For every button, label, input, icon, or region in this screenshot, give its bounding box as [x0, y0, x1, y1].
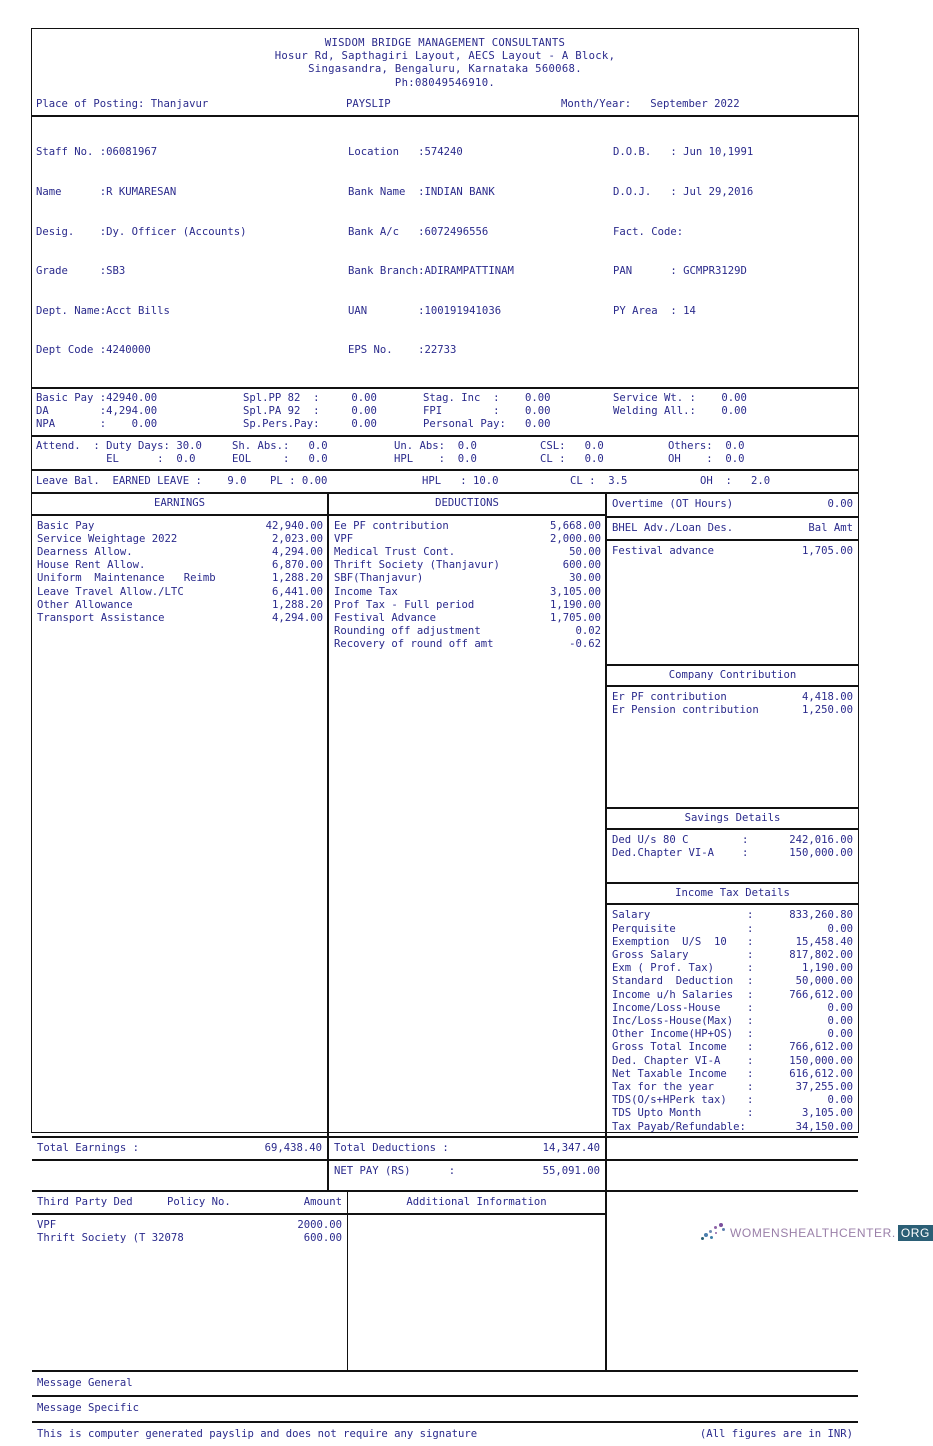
earnings-item-amount: 1,288.20: [271, 598, 323, 611]
income-tax-amount: 15,458.40: [795, 935, 853, 948]
income-tax-amount: 1,190.00: [801, 962, 853, 975]
third-party-item: [37, 1232, 342, 1245]
earnings-item-amount: 4,294.00: [271, 611, 323, 624]
income-tax-amount: 0.00: [827, 1014, 853, 1027]
message-general: Message General: [37, 1377, 133, 1390]
pay-row: [36, 418, 854, 431]
savings-item-label: Ded.Chapter VI-A: [612, 847, 715, 860]
footer-currency-note: (All figures are in INR): [699, 1427, 853, 1440]
income-tax-item: [612, 1028, 853, 1041]
deductions-item-label: Ee PF contribution: [334, 519, 449, 532]
personal-pay-cell: Personal Pay: 0.00: [423, 418, 551, 431]
income-tax-separator: :: [747, 975, 754, 988]
income-tax-separator: :: [747, 1094, 754, 1107]
bank-name-line: Bank Name :INDIAN BANK: [348, 186, 495, 199]
income-tax-amount: 0.00: [827, 922, 853, 935]
company-contribution-amount: 4,418.00: [801, 690, 853, 703]
total-earnings-row: [32, 1138, 327, 1159]
income-tax-separator: :: [747, 1080, 754, 1093]
income-tax-separator: :: [747, 909, 754, 922]
income-tax-separator: :: [747, 948, 754, 961]
income-tax-separator: :: [747, 962, 754, 975]
deductions-item-label: Medical Trust Cont.: [334, 545, 456, 558]
deductions-item-amount: 2,000.00: [549, 532, 601, 545]
income-tax-amount: 766,612.00: [789, 1041, 853, 1054]
income-tax-label: TDS Upto Month: [612, 1107, 702, 1120]
savings-item-label: Ded U/s 80 C: [612, 834, 689, 847]
page-title: PAYSLIP: [346, 97, 391, 110]
income-tax-label: Exemption U/S 10: [612, 935, 727, 948]
staff-details: [32, 117, 858, 387]
deductions-item-amount: 0.02: [575, 625, 601, 638]
netpay-inner-row: [329, 1161, 605, 1182]
footer-row: [32, 1423, 858, 1446]
netpay-left-spacer: [32, 1161, 329, 1190]
income-tax-label: Other Income(HP+OS): [612, 1028, 734, 1041]
additional-information-body: [348, 1215, 605, 1370]
earnings-item-label: Other Allowance: [37, 598, 133, 611]
income-tax-label: Gross Salary: [612, 948, 689, 961]
savings-item-separator: :: [742, 834, 749, 847]
basic-pay-cell: Basic Pay :42940.00: [36, 392, 158, 405]
loan-item-label: Festival advance: [612, 544, 715, 557]
third-party-item: [37, 1219, 342, 1232]
company-phone: Ph:08049546910.: [394, 76, 496, 89]
deductions-item: [334, 612, 601, 625]
pan-line: PAN : GCMPR3129D: [613, 265, 747, 278]
el-cell: EL : 0.0: [36, 452, 196, 465]
income-tax-label: Salary: [612, 909, 651, 922]
deductions-item-label: Festival Advance: [334, 611, 437, 624]
income-tax-item: [612, 1002, 853, 1015]
attendance-block: [32, 437, 858, 469]
total-earnings-cell: [32, 1138, 329, 1159]
income-tax-item: [612, 1107, 853, 1120]
earnings-item: [37, 559, 323, 572]
third-party-right-spacer: [607, 1192, 858, 1370]
main-columns: [32, 492, 858, 1135]
earnings-item-label: Service Weightage 2022: [37, 532, 178, 545]
income-tax-separator: :: [747, 922, 754, 935]
income-tax-item: [612, 989, 853, 1002]
da-cell: DA :4,294.00: [36, 405, 158, 418]
savings-details-header: Savings Details: [684, 811, 781, 824]
fact-code-line: Fact. Code:: [613, 225, 684, 238]
loan-item-amount: 1,705.00: [801, 544, 853, 557]
earnings-item: [37, 546, 323, 559]
third-party-header: [32, 1192, 347, 1213]
deductions-item: [334, 572, 601, 585]
income-tax-amount: 34,150.00: [795, 1120, 853, 1133]
message-specific: Message Specific: [37, 1402, 140, 1415]
earnings-item: [37, 586, 323, 599]
company-contribution-label: Er Pension contribution: [612, 704, 759, 717]
service-wt-cell: Service Wt. : 0.00: [613, 392, 747, 405]
company-address-line2: Singasandra, Bengaluru, Karnataka 560068.: [308, 63, 582, 76]
third-party-list: [32, 1215, 347, 1370]
stag-inc-cell: Stag. Inc : 0.00: [423, 392, 551, 405]
deductions-item: [334, 586, 601, 599]
hpl-cell: HPL : 0.0: [394, 452, 477, 465]
company-contribution-item: [612, 691, 853, 704]
income-tax-item: [612, 1094, 853, 1107]
welding-all-cell: Welding All.: 0.00: [613, 405, 747, 418]
earned-leave-cell: Leave Bal. EARNED LEAVE : 9.0: [36, 475, 247, 488]
income-tax-amount: 150,000.00: [789, 1054, 853, 1067]
dob-line: D.O.B. : Jun 10,1991: [613, 146, 754, 159]
footer-note: This is computer generated payslip and does not require any signature: [37, 1427, 478, 1440]
income-tax-label: Standard Deduction: [612, 975, 734, 988]
earnings-item-amount: 42,940.00: [265, 519, 323, 532]
income-tax-label: Inc/Loss-House(Max): [612, 1014, 734, 1027]
company-contribution-list: [607, 687, 858, 807]
uan-line: UAN :100191941036: [348, 304, 502, 317]
attendance-row: [36, 453, 854, 466]
earnings-item: [37, 572, 323, 585]
income-tax-amount: 37,255.00: [795, 1080, 853, 1093]
staff-no-line: Staff No. :06081967: [36, 146, 158, 159]
deductions-item: [334, 546, 601, 559]
spl-pa-cell: Spl.PA 92 : 0.00: [243, 405, 377, 418]
earnings-item-label: House Rent Allow.: [37, 559, 146, 572]
income-tax-item: [612, 1081, 853, 1094]
company-name: WISDOM BRIDGE MANAGEMENT CONSULTANTS: [324, 37, 566, 49]
earnings-item: [37, 599, 323, 612]
earnings-item-label: Basic Pay: [37, 519, 95, 532]
deductions-item-amount: 3,105.00: [549, 585, 601, 598]
deductions-item-label: Rounding off adjustment: [334, 625, 481, 638]
watermark-badge: ORG: [898, 1225, 933, 1241]
deductions-item: [334, 638, 601, 651]
earnings-item-label: Dearness Allow.: [37, 545, 133, 558]
watermark-text: WOMENSHEALTHCENTER.: [730, 1226, 896, 1240]
doj-line: D.O.J. : Jul 29,2016: [613, 186, 754, 199]
company-header: [32, 29, 858, 90]
oh-balance-cell: OH : 2.0: [700, 475, 771, 488]
deductions-item-amount: 1,705.00: [549, 611, 601, 624]
loans-list: [607, 541, 858, 664]
income-tax-separator: :: [747, 1067, 754, 1080]
income-tax-amount: 817,802.00: [789, 948, 853, 961]
earnings-item-label: Leave Travel Allow./LTC: [37, 585, 184, 598]
total-deductions-row: [329, 1138, 605, 1159]
income-tax-separator: :: [747, 935, 754, 948]
netpay-blank-cell: [32, 1161, 327, 1190]
income-tax-label: Exm ( Prof. Tax): [612, 962, 715, 975]
totals-row: [32, 1136, 858, 1159]
income-tax-item: [612, 975, 853, 988]
income-tax-details-header: Income Tax Details: [675, 887, 790, 900]
dept-code-line: Dept Code :4240000: [36, 344, 151, 357]
name-line: Name :R KUMARESAN: [36, 186, 177, 199]
third-party-column: [32, 1192, 348, 1370]
netpay-cell: [329, 1161, 607, 1190]
eol-cell: EOL : 0.0: [232, 452, 328, 465]
income-tax-separator: [747, 1121, 759, 1134]
deductions-item-label: Recovery of round off amt: [334, 638, 494, 651]
third-party-item-amount: 600.00: [303, 1232, 342, 1245]
pay-row: [36, 392, 854, 405]
income-tax-item: [612, 909, 853, 922]
sh-abs-cell: Sh. Abs.: 0.0: [232, 439, 328, 452]
income-tax-item: [612, 962, 853, 975]
earnings-item: [37, 520, 323, 533]
income-tax-separator: :: [747, 1041, 754, 1054]
total-earnings-amount: 69,438.40: [264, 1141, 322, 1154]
py-area-line: PY Area : 14: [613, 304, 696, 317]
income-tax-separator: :: [747, 1014, 754, 1027]
additional-information-header: Additional Information: [406, 1195, 547, 1208]
bank-branch-line: Bank Branch:ADIRAMPATTINAM: [348, 265, 514, 278]
deductions-item: [334, 625, 601, 638]
deductions-list: [329, 516, 605, 953]
posting-row: [32, 90, 858, 115]
overtime-row: [607, 494, 858, 515]
netpay-amount: 55,091.00: [542, 1164, 600, 1177]
income-tax-amount: 616,612.00: [789, 1067, 853, 1080]
income-tax-separator: :: [747, 1001, 754, 1014]
income-tax-separator: :: [747, 1107, 754, 1120]
company-address-line1: Hosur Rd, Sapthagiri Layout, AECS Layout - A Block,: [274, 50, 616, 63]
pay-components-block: [32, 389, 858, 435]
income-tax-item: [612, 1068, 853, 1081]
deductions-item-label: VPF: [334, 532, 354, 545]
savings-details-list: [607, 830, 858, 882]
income-tax-label: Income/Loss-House: [612, 1001, 721, 1014]
income-tax-details-list: [607, 905, 858, 1135]
eps-no-line: EPS No. :22733: [348, 344, 457, 357]
income-tax-amount: 0.00: [827, 1094, 853, 1107]
total-deductions-amount: 14,347.40: [542, 1141, 600, 1154]
right-column: [607, 494, 858, 1135]
deductions-column: [329, 494, 607, 1135]
deductions-item-label: Prof Tax - Full period: [334, 598, 475, 611]
earnings-item-amount: 6,441.00: [271, 585, 323, 598]
income-tax-amount: 0.00: [827, 1028, 853, 1041]
others-cell: Others: 0.0: [668, 439, 745, 452]
company-contribution-label: Er PF contribution: [612, 690, 727, 703]
fpi-cell: FPI : 0.00: [423, 405, 551, 418]
bank-account-line: Bank A/c :6072496556: [348, 225, 489, 238]
earnings-column: [32, 494, 329, 1135]
duty-days-cell: Attend. : Duty Days: 30.0: [36, 439, 202, 452]
earnings-item-amount: 1,288.20: [271, 572, 323, 585]
income-tax-item: [612, 1055, 853, 1068]
income-tax-label: Tax for the year: [612, 1080, 715, 1093]
earnings-item-amount: 6,870.00: [271, 559, 323, 572]
place-of-posting: Place of Posting: Thanjavur: [36, 97, 209, 110]
income-tax-item: [612, 949, 853, 962]
third-party-head-name: Third Party Ded: [37, 1195, 133, 1208]
csl-cell: CSL: 0.0: [540, 439, 604, 452]
earnings-item-label: Transport Assistance: [37, 611, 165, 624]
netpay-right-spacer: [607, 1161, 858, 1190]
income-tax-amount: 3,105.00: [801, 1107, 853, 1120]
savings-item: [612, 834, 853, 847]
attendance-row: [36, 440, 854, 453]
deductions-item: [334, 599, 601, 612]
deductions-item-amount: 600.00: [562, 559, 601, 572]
additional-information-column: [348, 1192, 607, 1370]
dots-icon: [700, 1222, 730, 1244]
staff-column-right: [613, 120, 854, 384]
company-contribution-amount: 1,250.00: [801, 704, 853, 717]
total-deductions-cell: [329, 1138, 607, 1159]
earnings-item: [37, 533, 323, 546]
deductions-item-amount: -0.62: [569, 638, 601, 651]
watermark-logo: [700, 1222, 933, 1244]
location-line: Location :574240: [348, 146, 463, 159]
deductions-item-amount: 5,668.00: [549, 519, 601, 532]
deductions-item: [334, 520, 601, 533]
hpl-balance-cell: HPL : 10.0: [422, 475, 499, 488]
dept-name-line: Dept. Name:Acct Bills: [36, 304, 170, 317]
income-tax-separator: :: [747, 1054, 754, 1067]
deductions-item-amount: 1,190.00: [549, 598, 601, 611]
earnings-header: EARNINGS: [153, 497, 206, 510]
third-party-item-name: Thrift Society (T 32078: [37, 1232, 184, 1245]
pl-cell: PL : 0.00: [270, 475, 328, 488]
third-party-head-policy: Policy No.: [167, 1195, 231, 1208]
npa-cell: NPA : 0.00: [36, 418, 158, 431]
income-tax-label: TDS(O/s+HPerk tax): [612, 1094, 727, 1107]
total-earnings-label: Total Earnings :: [37, 1141, 140, 1154]
totals-right-spacer: [607, 1138, 858, 1159]
loan-item: [612, 545, 853, 558]
savings-item-amount: 242,016.00: [789, 834, 853, 847]
deductions-item-label: Thrift Society (Thanjavur): [334, 559, 500, 572]
income-tax-item: [612, 936, 853, 949]
savings-item-separator: :: [742, 847, 749, 860]
pay-row: [36, 405, 854, 418]
company-contribution-header: Company Contribution: [668, 668, 797, 681]
income-tax-label: Perquisite: [612, 922, 676, 935]
cl-balance-cell: CL : 3.5: [570, 475, 628, 488]
pay-empty-cell: [613, 418, 854, 431]
income-tax-label: Ded. Chapter VI-A: [612, 1054, 721, 1067]
earnings-item-amount: 4,294.00: [271, 545, 323, 558]
overtime-label: Overtime (OT Hours): [612, 498, 734, 511]
loans-header-balance: Bal Amt: [808, 521, 853, 534]
netpay-row: [32, 1159, 858, 1190]
deductions-item-amount: 30.00: [569, 572, 601, 585]
oh-cell: OH : 0.0: [668, 452, 745, 465]
netpay-label: NET PAY (RS) :: [334, 1164, 456, 1177]
third-party-head-amount: Amount: [303, 1195, 342, 1208]
spl-pp-cell: Spl.PP 82 : 0.00: [243, 392, 377, 405]
deductions-item-amount: 50.00: [569, 545, 601, 558]
income-tax-amount: 766,612.00: [789, 988, 853, 1001]
deductions-item: [334, 533, 601, 546]
overtime-amount: 0.00: [827, 498, 853, 511]
deductions-item-label: Income Tax: [334, 585, 398, 598]
designation-line: Desig. :Dy. Officer (Accounts): [36, 225, 247, 238]
un-abs-cell: Un. Abs: 0.0: [394, 439, 477, 452]
staff-column-left: [36, 120, 348, 384]
income-tax-amount: 0.00: [827, 1001, 853, 1014]
income-tax-separator: :: [747, 1028, 754, 1041]
third-party-item-name: VPF: [37, 1219, 57, 1232]
deductions-header: DEDUCTIONS: [435, 497, 499, 510]
savings-item-amount: 150,000.00: [789, 847, 853, 860]
income-tax-item: [612, 1015, 853, 1028]
income-tax-amount: 833,260.80: [789, 909, 853, 922]
loans-header: [607, 518, 858, 539]
income-tax-label: Net Taxable Income: [612, 1067, 727, 1080]
earnings-item-label: Uniform Maintenance Reimb: [37, 572, 216, 585]
staff-column-mid: [348, 120, 613, 384]
deductions-item: [334, 559, 601, 572]
third-party-item-amount: 2000.00: [297, 1219, 342, 1232]
earnings-item-amount: 2,023.00: [271, 532, 323, 545]
month-year: Month/Year: September 2022: [561, 97, 740, 110]
third-party-section: [32, 1190, 858, 1370]
company-contribution-item: [612, 704, 853, 717]
income-tax-amount: 50,000.00: [795, 975, 853, 988]
sp-pers-pay-cell: Sp.Pers.Pay: 0.00: [243, 418, 377, 431]
leave-balance-row: [32, 471, 858, 492]
income-tax-label: Tax Payab/Refundable:: [612, 1120, 746, 1133]
income-tax-item: [612, 923, 853, 936]
loans-header-label: BHEL Adv./Loan Des.: [612, 521, 734, 534]
income-tax-item: [612, 1041, 853, 1054]
income-tax-label: Gross Total Income: [612, 1041, 727, 1054]
income-tax-label: Income u/h Salaries: [612, 988, 734, 1001]
earnings-list: [32, 516, 327, 953]
total-deductions-label: Total Deductions :: [334, 1141, 449, 1154]
income-tax-separator: :: [747, 988, 754, 1001]
cl-cell: CL : 0.0: [540, 452, 604, 465]
income-tax-item: [612, 1121, 853, 1134]
earnings-item: [37, 612, 323, 625]
grade-line: Grade :SB3: [36, 265, 126, 278]
savings-item: [612, 847, 853, 860]
deductions-item-label: SBF(Thanjavur): [334, 572, 424, 585]
